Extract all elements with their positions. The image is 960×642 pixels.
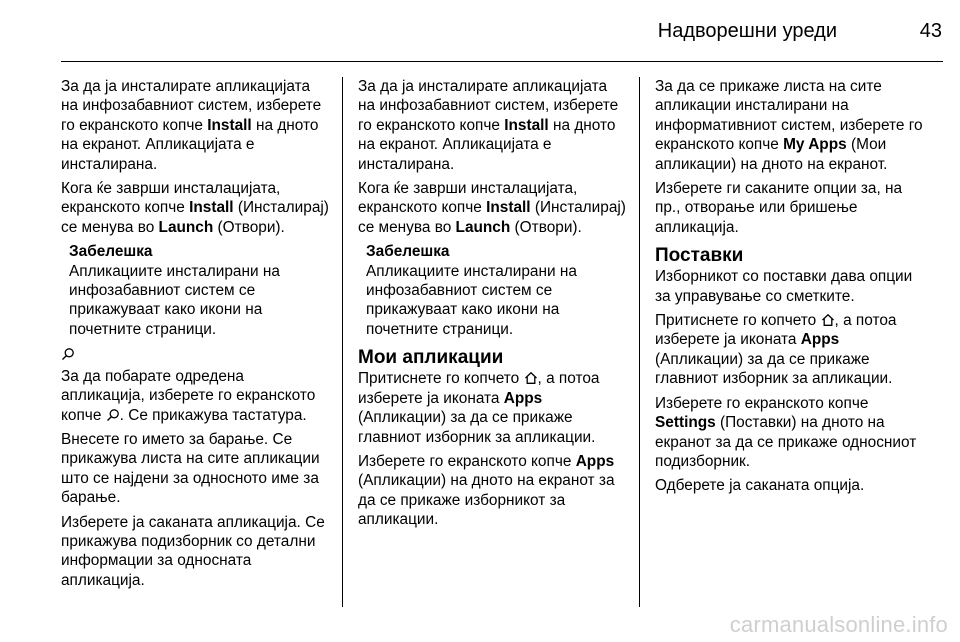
paragraph: Изберете ја саканата апликација. Се прикажува подизборник со детални информации за односната апликација. <box>61 513 325 589</box>
paragraph: За да ја инсталирате апликацијата на инфозабавниот систем, изберете го екранското копче Install на дното на екранот. Апликацијата е инсталирана. <box>61 78 322 173</box>
header-divider <box>61 61 943 62</box>
paragraph: Изберете ги саканите опции за, на пр., отворање или бришење апликација. <box>655 180 903 236</box>
search-icon <box>106 407 120 424</box>
paragraph: Внесете го името за барање. Се прикажува листа на сите апликации што се најдени за односното име за барање. <box>61 430 320 507</box>
column-2 <box>358 77 626 530</box>
paragraph: Одберете ја саканата опција. <box>655 477 865 495</box>
note-block <box>69 242 329 339</box>
page-title: Надворешни уреди <box>657 20 837 42</box>
home-icon <box>524 370 538 387</box>
column-1 <box>61 77 329 590</box>
paragraph: Притиснете го копчето , а потоа изберете ја иконата Apps (Апликации) за да се прикаже главниот изборник за апликации. <box>358 370 600 446</box>
paragraph: Изберете го екранското копче Settings (Поставки) на дното на екранот за да се прикаже односниот подизборник. <box>655 394 917 470</box>
paragraph: Изборникот со поставки дава опции за управување со сметките. <box>655 268 913 305</box>
home-icon <box>821 312 835 329</box>
watermark: carmanualsonline.info <box>729 612 948 637</box>
section-title-settings: Поставки <box>655 245 744 267</box>
column-divider-2 <box>639 77 640 607</box>
note-title: Забелешка <box>69 243 153 261</box>
paragraph: За да се прикаже листа на сите апликации инсталирани на информативниот систем, изберете го екранското копче My Apps (Мои апликации) на дното на екранот. <box>655 78 923 173</box>
paragraph: За да ја инсталирате апликацијата на инфозабавниот систем, изберете го екранското копче Install на дното на екранот. Апликацијата е инсталирана. <box>358 78 619 173</box>
paragraph: За да побарате одредена апликација, изберете го екранското копче . Се прикажува тастатура. <box>61 367 316 424</box>
column-3 <box>655 77 930 496</box>
page-number: 43 <box>919 20 942 42</box>
paragraph: Кога ќе заврши инсталацијата, екранското копче Install (Инсталирај) се менува во Launch (Отвори). <box>358 180 626 236</box>
paragraph: Кога ќе заврши инсталацијата, екранското копче Install (Инсталирај) се менува во Launch (Отвори). <box>61 180 329 236</box>
note-title: Забелешка <box>366 243 450 261</box>
note-text: Апликациите инсталирани на инфозабавниот систем се прикажуваат како икони на почетните страници. <box>366 262 577 338</box>
section-title-my-apps: Мои апликации <box>358 347 504 369</box>
column-divider-1 <box>342 77 343 607</box>
paragraph: Изберете го екранското копче Apps (Апликации) на дното на екранот за да се прикаже изборникот за апликации. <box>358 452 615 529</box>
note-text: Апликациите инсталирани на инфозабавниот систем се прикажуваат како икони на почетните страници. <box>69 262 280 338</box>
search-icon <box>61 345 329 364</box>
paragraph: Притиснете го копчето , а потоа изберете ја иконата Apps (Апликации) за да се прикаже главниот изборник за апликации. <box>655 312 897 388</box>
note-block <box>366 242 626 339</box>
